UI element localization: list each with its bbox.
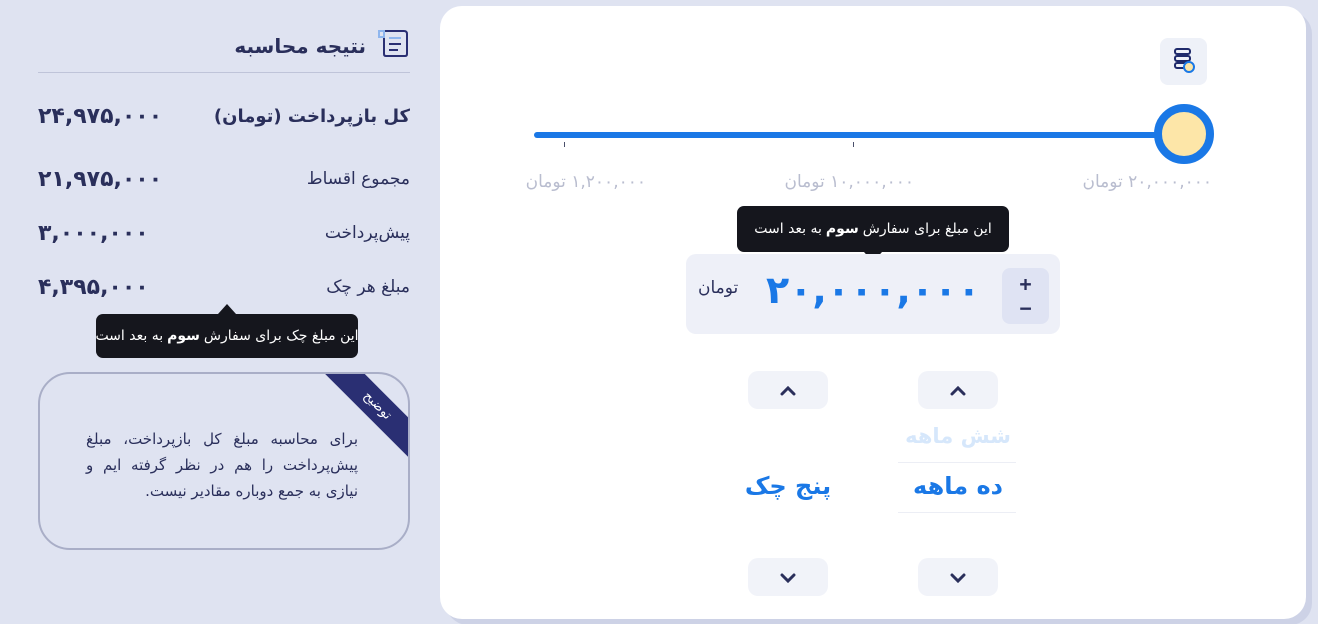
installments-total-label: مجموع اقساط bbox=[306, 169, 410, 189]
chevron-up-icon bbox=[780, 381, 796, 400]
results-divider bbox=[38, 72, 410, 73]
chevron-down-icon bbox=[950, 568, 966, 587]
results-title-text: نتیجه محاسبه bbox=[234, 33, 366, 58]
months-option-faded[interactable]: شش ماهه bbox=[905, 424, 1011, 448]
checks-up-button[interactable] bbox=[748, 371, 828, 409]
increase-button[interactable]: + bbox=[1019, 272, 1032, 296]
checks-option-selected[interactable]: پنج چک bbox=[744, 472, 832, 500]
coins-stack-button[interactable] bbox=[1160, 38, 1207, 85]
chevron-up-icon bbox=[950, 381, 966, 400]
total-repayment-value: ۲۴,۹۷۵,۰۰۰ bbox=[38, 104, 163, 129]
amount-unit: تومان bbox=[698, 278, 739, 298]
amount-input-box[interactable] bbox=[686, 254, 1060, 334]
checks-down-button[interactable] bbox=[748, 558, 828, 596]
amount-slider-track[interactable] bbox=[534, 132, 1194, 138]
chevron-down-icon bbox=[780, 568, 796, 587]
amount-value[interactable]: ۲۰,۰۰۰,۰۰۰ bbox=[766, 268, 981, 312]
amount-tooltip bbox=[737, 206, 1009, 252]
results-title bbox=[234, 28, 410, 63]
per-check-value: ۴,۳۹۵,۰۰۰ bbox=[38, 275, 149, 300]
months-picker-line-bottom bbox=[898, 512, 1016, 513]
coins-stack-icon bbox=[1171, 46, 1197, 78]
slider-label-mid: ۱۰,۰۰۰,۰۰۰ تومان bbox=[784, 172, 914, 192]
slider-label-max: ۲۰,۰۰۰,۰۰۰ تومان bbox=[1082, 172, 1212, 192]
amount-tooltip-bold: سوم bbox=[825, 221, 859, 237]
slider-tick-min bbox=[564, 142, 565, 147]
amount-slider-thumb[interactable] bbox=[1154, 104, 1214, 164]
total-repayment-label: کل بازپرداخت (تومان) bbox=[213, 106, 410, 127]
months-picker-line-top bbox=[898, 462, 1016, 463]
amount-stepper bbox=[1002, 268, 1049, 324]
decrease-button[interactable]: − bbox=[1019, 296, 1032, 320]
receipt-icon bbox=[376, 28, 410, 63]
months-down-button[interactable] bbox=[918, 558, 998, 596]
calculator-card bbox=[440, 6, 1306, 619]
check-tooltip-text-end: به بعد است bbox=[95, 328, 164, 344]
installments-total-value: ۲۱,۹۷۵,۰۰۰ bbox=[38, 167, 163, 192]
down-payment-label: پیش‌پرداخت bbox=[324, 223, 410, 243]
months-up-button[interactable] bbox=[918, 371, 998, 409]
slider-label-min: ۱,۲۰۰,۰۰۰ تومان bbox=[525, 172, 646, 192]
check-tooltip-text: این مبلغ چک برای سفارش bbox=[203, 328, 359, 344]
note-text: برای محاسبه مبلغ کل بازپرداخت، مبلغ پیش‌پرداخت را هم در نظر گرفته ایم و نیازی به جمع دوباره مقادیر نیست. bbox=[86, 430, 358, 500]
amount-tooltip-text-end: به بعد است bbox=[754, 221, 822, 237]
check-tooltip bbox=[96, 314, 358, 358]
per-check-label: مبلغ هر چک bbox=[326, 277, 410, 297]
amount-tooltip-text: این مبلغ برای سفارش bbox=[862, 221, 992, 237]
down-payment-value: ۳,۰۰۰,۰۰۰ bbox=[38, 221, 149, 246]
check-tooltip-bold: سوم bbox=[167, 328, 200, 344]
note-box bbox=[38, 372, 410, 550]
months-option-selected[interactable]: ده ماهه bbox=[913, 472, 1003, 500]
note-ribbon: توضیح bbox=[314, 372, 410, 469]
slider-tick-mid bbox=[853, 142, 854, 147]
